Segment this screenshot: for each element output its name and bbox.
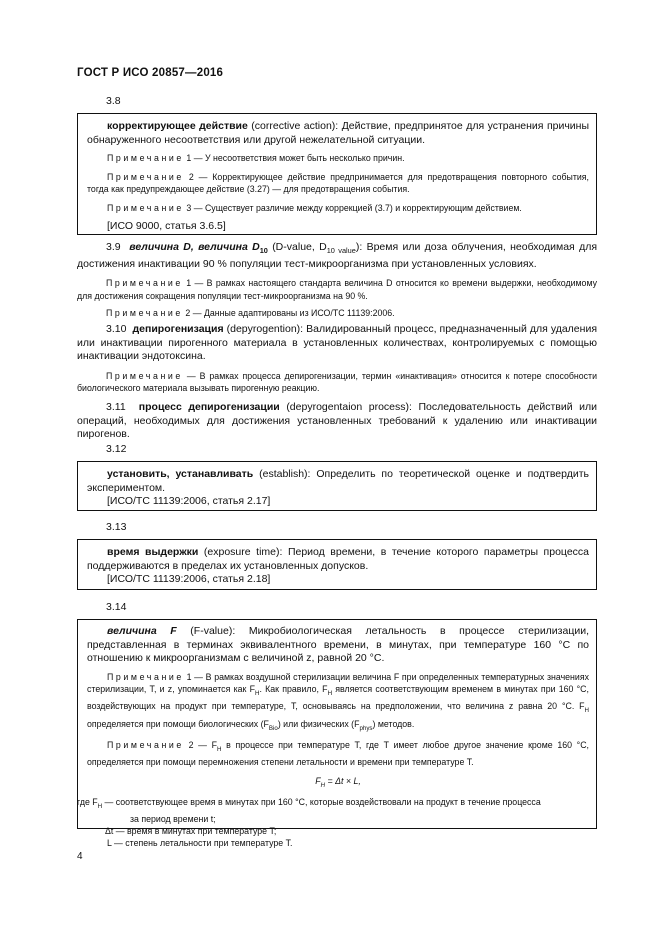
term-subscript: 10 bbox=[259, 246, 268, 256]
page-number: 4 bbox=[77, 851, 83, 862]
clause-number: 3.13 bbox=[106, 521, 127, 533]
clause-number: 3.11 bbox=[106, 401, 126, 413]
definition-3-14 bbox=[77, 625, 589, 849]
definition-3-10 bbox=[77, 323, 597, 395]
sub: H bbox=[584, 707, 589, 714]
definition-3-13 bbox=[87, 546, 589, 587]
where-b: — соответствующее время в минутах при 160 °C, которые воздействовали на продукт в течение процесса bbox=[102, 796, 541, 807]
term: величина D, величина D bbox=[129, 241, 260, 253]
definition-text: (establish): Определить по теоретической оценке и подтвердить экспериментом. bbox=[87, 468, 589, 494]
note-label: Примечание bbox=[107, 171, 184, 182]
clause-number: 3.10 bbox=[106, 323, 127, 335]
note-label: Примечание bbox=[107, 202, 184, 213]
clause-number: 3.8 bbox=[106, 95, 121, 107]
note-text: 2 — Данные адаптированы из ИСО/ТС 11139:2006. bbox=[182, 308, 395, 319]
note-label: Примечание bbox=[106, 308, 183, 319]
note-text: 3 — Существует различие между коррекцией (3.7) и корректирующим действием. bbox=[183, 202, 522, 213]
reference: [ИСО 9000, статья 3.6.5] bbox=[107, 220, 226, 232]
note-text-f: ) методов. bbox=[372, 718, 415, 729]
term: время выдержки bbox=[107, 546, 199, 558]
note-text-e: ) или физических (F bbox=[277, 718, 360, 729]
term: депирогенизация bbox=[132, 323, 224, 335]
formula bbox=[87, 775, 589, 792]
term: корректирующее действие bbox=[107, 120, 248, 132]
definition-3-12 bbox=[87, 468, 589, 509]
note-text-b: в процессе при температуре T, где T имеет любое другое значение кроме 160 °C, определяется при помощи перемножения степени летальности и времени при температуре T. bbox=[87, 739, 589, 767]
where-line-3: L — степень летальности при температуре T. bbox=[107, 837, 293, 848]
formula-sub: H bbox=[320, 781, 326, 789]
note-text: 2 — Корректирующее действие предпринимается для предотвращения повторного события, тогда как предупреждающее действие (3.27) — для предотвращения события. bbox=[87, 171, 589, 194]
where-line-2: Δt — время в минутах при температуре T; bbox=[105, 825, 277, 836]
sub: H bbox=[327, 689, 333, 697]
note-text: 1 — В рамках настоящего стандарта величина D относится ко времени выдержки, необходимому для достижения сокращения популяции тест-микроорганизма на 90 %. bbox=[77, 278, 597, 301]
note-text-a: 1 — В рамках воздушной стерилизации величина F при определенных температурных значениях стерилизации, T, и z, упоминается как F bbox=[87, 671, 589, 694]
note-label: Примечание bbox=[106, 370, 183, 381]
definition-text: (depyrogentaion process): Последовательность действий или операций, необходимых для достижения установленных требований к удалению или инактивации пирогенов. bbox=[77, 401, 597, 440]
definition-text: (exposure time): Период времени, в течение которого параметры процесса поддерживаются в пределах их установленных допусков. bbox=[87, 546, 589, 572]
definition-text: (F-value): Микробиологическая летальность в процессе стерилизации, представленная в терминах эквивалентного времени, в минутах, при температуре 160 °C по отношению к микроорганизмам с величиной z, равной 20 °C. bbox=[87, 625, 589, 664]
term: величина F bbox=[107, 625, 177, 637]
clause-number: 3.12 bbox=[106, 443, 127, 455]
note-label: Примечание bbox=[106, 278, 183, 289]
formula-b: = Δt × L, bbox=[325, 775, 361, 786]
where-a: где F bbox=[77, 796, 98, 807]
definition-text: (depyrogention): Валидированный процесс, предназначенный для удаления или инактивации пирогенного материала в установленных количествах, контролируемых с помощью инактивации эндотоксина. bbox=[77, 323, 597, 362]
definition-text-b: ): Время или доза облучения, необходимая для достижения инактивации 90 % популяции тест-микроорганизма при установленных условиях. bbox=[77, 241, 598, 270]
definition-text-a: (D-value, D bbox=[267, 241, 327, 253]
where-line-1 bbox=[77, 796, 589, 813]
clause-number: 3.14 bbox=[106, 601, 127, 613]
note-text-a: 2 — F bbox=[183, 739, 218, 750]
note-text-d: определяется при помощи биологических (F bbox=[87, 718, 269, 729]
note-text-b: . Как правило, F bbox=[259, 684, 328, 694]
document-header: ГОСТ Р ИСО 20857—2016 bbox=[77, 67, 224, 79]
note-text-c: является соответствующим временем в минутах при 160 °C, воздействующих на продукт при температуре, T, основываясь на предположении, что величина z равна 20 °C. F bbox=[87, 684, 589, 712]
where-line-1b: за период времени t; bbox=[130, 813, 216, 824]
definition-3-9 bbox=[77, 241, 597, 320]
definition-3-11 bbox=[77, 401, 597, 442]
sub: phys bbox=[359, 724, 373, 732]
sub: Bio bbox=[268, 724, 278, 732]
definition-subscript: 10 value bbox=[326, 246, 356, 256]
term: установить, устанавливать bbox=[107, 468, 254, 480]
sub: H bbox=[217, 745, 222, 753]
note-label: Примечание bbox=[107, 153, 184, 163]
sub: H bbox=[254, 689, 260, 697]
where-sub: H bbox=[97, 802, 103, 810]
reference: [ИСО/ТС 11139:2006, статья 2.17] bbox=[107, 495, 271, 507]
formula-a: F bbox=[315, 775, 321, 786]
term: процесс депирогенизации bbox=[138, 401, 280, 413]
definition-text: (corrective action): Действие, предпринятое для устранения причины обнаруженного несоответствия или другой нежелательной ситуации. bbox=[87, 120, 590, 146]
note-label: Примечание bbox=[107, 739, 184, 750]
definition-3-8 bbox=[87, 120, 589, 234]
note-text: 1 — У несоответствия может быть несколько причин. bbox=[183, 153, 405, 163]
note-text: — В рамках процесса депирогенизации, термин «инактивация» относится к потере способности биологического материала вызывать пирогенную реакцию. bbox=[77, 370, 597, 393]
clause-number: 3.9 bbox=[106, 241, 121, 253]
note-label: Примечание bbox=[107, 671, 184, 682]
reference: [ИСО/ТС 11139:2006, статья 2.18] bbox=[107, 573, 271, 585]
